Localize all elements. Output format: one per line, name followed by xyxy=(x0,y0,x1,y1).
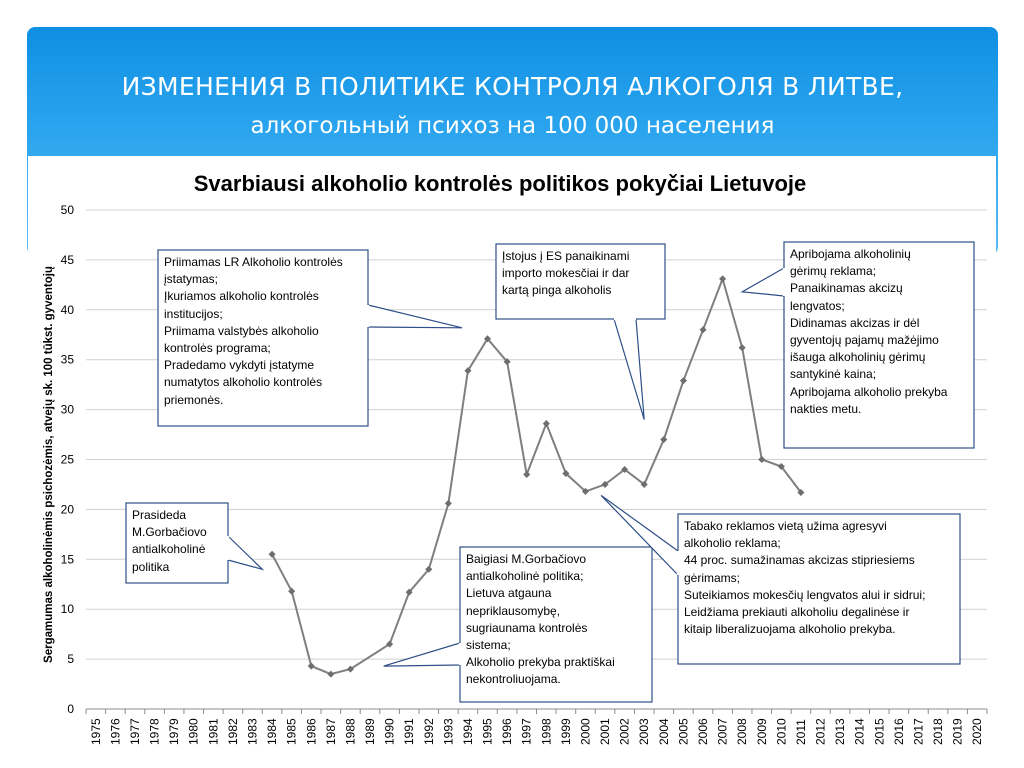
data-point xyxy=(739,344,746,351)
y-tick-label: 30 xyxy=(60,402,74,417)
callout-text: Priimamas LR Alkoholio kontrolės įstatymas; Įkuriamos alkoholio kontrolės institucijos; Priimama valstybės alkoholio kontrolės programa; Pradedamo vykdyti įstatyme numatytos alkoholio kontrolės priemonės. xyxy=(164,255,343,407)
x-tick-label: 1975 xyxy=(88,718,103,745)
data-point xyxy=(758,456,765,463)
x-tick-label: 2017 xyxy=(911,718,926,745)
x-tick-label: 1976 xyxy=(108,718,123,745)
x-tick-label: 2003 xyxy=(637,718,652,745)
x-tick-label: 1992 xyxy=(421,718,436,745)
x-tick-label: 1989 xyxy=(363,718,378,745)
data-point xyxy=(543,420,550,427)
y-tick-label: 35 xyxy=(60,352,74,367)
x-tick-label: 1993 xyxy=(441,718,456,745)
x-tick-label: 2006 xyxy=(695,718,710,745)
callout-text: Tabako reklamos vietą užima agresyvi alkoholio reklama; 44 proc. sumažinamas akcizas stipriesiems gėrimams; Suteikiamos mokesčių lengvatos alui ir sidrui; Leidžiama prekiauti alkoholiu degalinėse ir kitaip liberalizuojama alkoholio prekyba. xyxy=(684,519,926,637)
callout-pointer xyxy=(384,643,460,666)
data-point xyxy=(445,500,452,507)
x-tick-label: 1985 xyxy=(284,718,299,745)
chart-panel xyxy=(28,156,996,756)
data-point xyxy=(699,326,706,333)
x-tick-label: 1984 xyxy=(265,718,280,745)
x-tick-label: 2015 xyxy=(872,718,887,745)
data-point xyxy=(288,588,295,595)
x-tick-label: 2010 xyxy=(774,718,789,745)
x-tick-label: 2002 xyxy=(617,718,632,745)
x-tick-label: 2007 xyxy=(715,718,730,745)
callout-pointer xyxy=(742,268,784,296)
x-tick-label: 2011 xyxy=(793,719,808,745)
slide-subtitle: алкогольный психоз на 100 000 населения xyxy=(250,113,775,139)
callout-text: Prasideda M.Gorbačiovo antialkoholinė politika xyxy=(132,508,207,574)
data-point xyxy=(660,436,667,443)
y-tick-label: 25 xyxy=(60,452,74,467)
callout-text: Apribojama alkoholinių gėrimų reklama; Panaikinamas akcizų lengvatos; Didinamas akcizas ir dėl gyventojų pajamų mažėjimo išauga alkoholinių gėrimų santykinė kaina; Apribojama alkoholio prekyba nakties metu. xyxy=(790,247,948,416)
y-tick-label: 45 xyxy=(60,252,74,267)
x-tick-label: 1988 xyxy=(343,718,358,745)
x-tick-label: 2001 xyxy=(598,718,613,745)
x-tick-label: 2012 xyxy=(813,718,828,745)
slide-title: ИЗМЕНЕНИЯ В ПОЛИТИКЕ КОНТРОЛЯ АЛКОГОЛЯ В ЛИТВЕ, xyxy=(121,72,904,101)
x-tick-label: 1980 xyxy=(186,718,201,745)
x-tick-label: 1981 xyxy=(206,718,221,745)
x-tick-label: 2008 xyxy=(735,718,750,745)
x-tick-label: 1977 xyxy=(127,718,142,745)
x-tick-label: 1982 xyxy=(225,718,240,745)
y-tick-label: 40 xyxy=(60,302,74,317)
data-point xyxy=(523,471,530,478)
y-axis-label: Sergamumas alkoholinėmis psichozėmis, atvejų sk. 100 tūkst. gyventojų xyxy=(43,266,55,663)
callout-text: Baigiasi M.Gorbačiovo antialkoholinė politika; Lietuva atgauna nepriklausomybę, sugriaunama kontrolės sistema; Alkoholio prekyba praktiškai nekontroliuojama. xyxy=(466,552,615,687)
x-tick-label: 2009 xyxy=(754,718,769,745)
callout-pointer xyxy=(368,305,462,328)
x-tick-label: 1990 xyxy=(382,718,397,745)
x-tick-label: 1978 xyxy=(147,718,162,745)
x-tick-label: 2013 xyxy=(833,718,848,745)
x-tick-label: 2000 xyxy=(578,718,593,745)
x-tick-label: 1979 xyxy=(167,718,182,745)
data-point xyxy=(308,663,315,670)
x-tick-label: 1983 xyxy=(245,718,260,745)
data-point xyxy=(327,671,334,678)
callout-text: Įstojus į ES panaikinami importo mokesčiai ir dar kartą pinga alkoholis xyxy=(502,249,630,298)
x-tick-label: 2014 xyxy=(852,718,867,745)
x-tick-label: 1997 xyxy=(519,718,534,745)
y-tick-label: 20 xyxy=(60,502,74,517)
callout-pointer xyxy=(614,319,644,420)
y-tick-label: 50 xyxy=(60,203,74,217)
x-tick-label: 1998 xyxy=(539,718,554,745)
data-point xyxy=(719,275,726,282)
x-tick-label: 1991 xyxy=(402,718,417,745)
x-tick-label: 2004 xyxy=(656,718,671,745)
x-tick-label: 2020 xyxy=(970,718,985,745)
x-tick-label: 1996 xyxy=(500,718,515,745)
y-tick-label: 10 xyxy=(60,602,74,617)
x-tick-label: 1995 xyxy=(480,718,495,745)
data-point xyxy=(269,551,276,558)
x-tick-label: 1994 xyxy=(460,718,475,745)
x-tick-label: 1986 xyxy=(304,718,319,745)
x-tick-label: 1999 xyxy=(558,718,573,745)
y-tick-label: 0 xyxy=(67,702,74,716)
callout-pointer xyxy=(228,536,262,569)
x-tick-label: 2019 xyxy=(950,718,965,745)
y-tick-label: 5 xyxy=(67,652,74,667)
x-tick-label: 2018 xyxy=(931,718,946,745)
x-tick-label: 1987 xyxy=(323,718,338,745)
x-tick-label: 2005 xyxy=(676,718,691,745)
data-point xyxy=(680,377,687,384)
chart-title: Svarbiausi alkoholio kontrolės politikos pokyčiai Lietuvoje xyxy=(193,171,807,196)
y-tick-label: 15 xyxy=(60,552,74,567)
x-tick-label: 2016 xyxy=(891,718,906,745)
